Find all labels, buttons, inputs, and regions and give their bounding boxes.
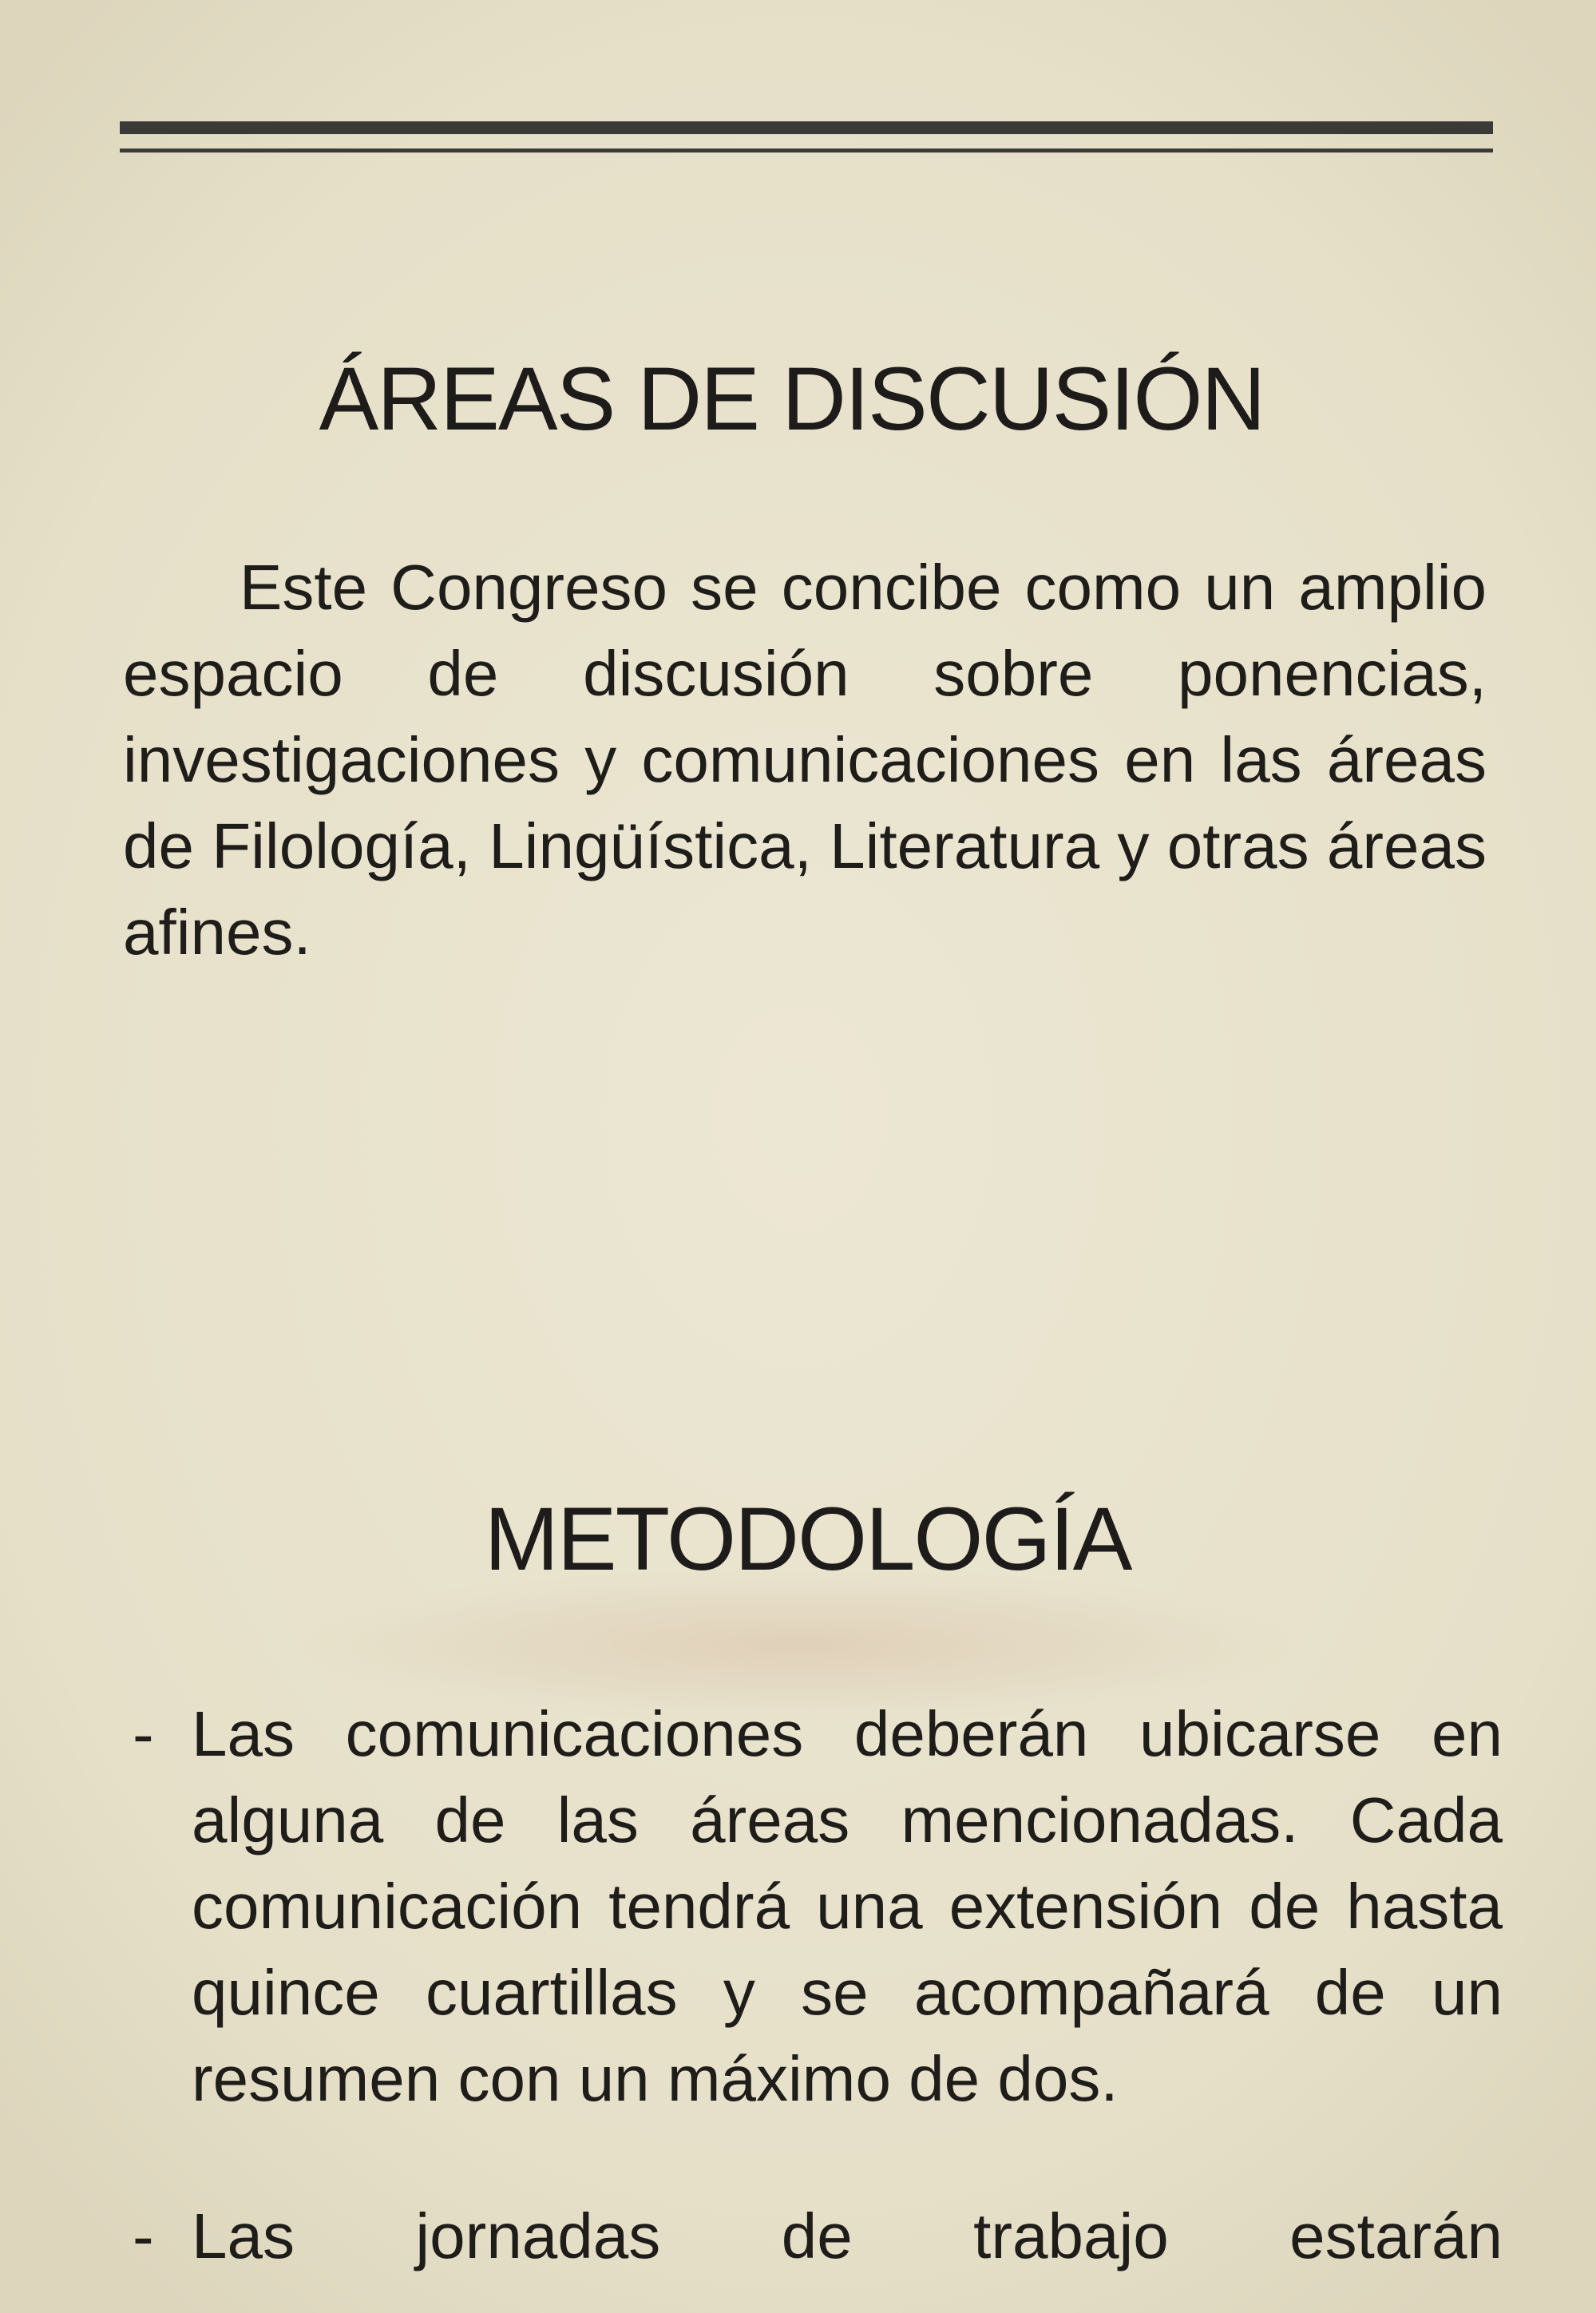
areas-paragraph-text: Este Congreso se concibe como un amplio espacio de discusión sobre ponencias, investigaciones y comunicaciones en las áreas de Filología, Lingüística, Literatura y otras áreas afines. (123, 552, 1487, 968)
list-item-text: Las comunicaciones deberán ubicarse en alguna de las áreas mencionadas. Cada comunicación tendrá una extensión de hasta quince cuartillas y se acompañará de un resumen con un máximo de dos. (192, 1698, 1503, 2114)
list-bullet: - (133, 2200, 154, 2271)
section-title-metodologia: METODOLOGÍA (484, 1489, 1131, 1589)
list-item (133, 1691, 1503, 2122)
header-rule-thin (120, 149, 1493, 152)
list-item (133, 2193, 1503, 2279)
section-title-areas: ÁREAS DE DISCUSIÓN (319, 349, 1265, 449)
list-item-text: Las jornadas de trabajo estarán (192, 2200, 1503, 2271)
areas-paragraph (123, 545, 1487, 976)
list-bullet: - (133, 1698, 154, 1769)
header-rule-thick (120, 121, 1493, 134)
